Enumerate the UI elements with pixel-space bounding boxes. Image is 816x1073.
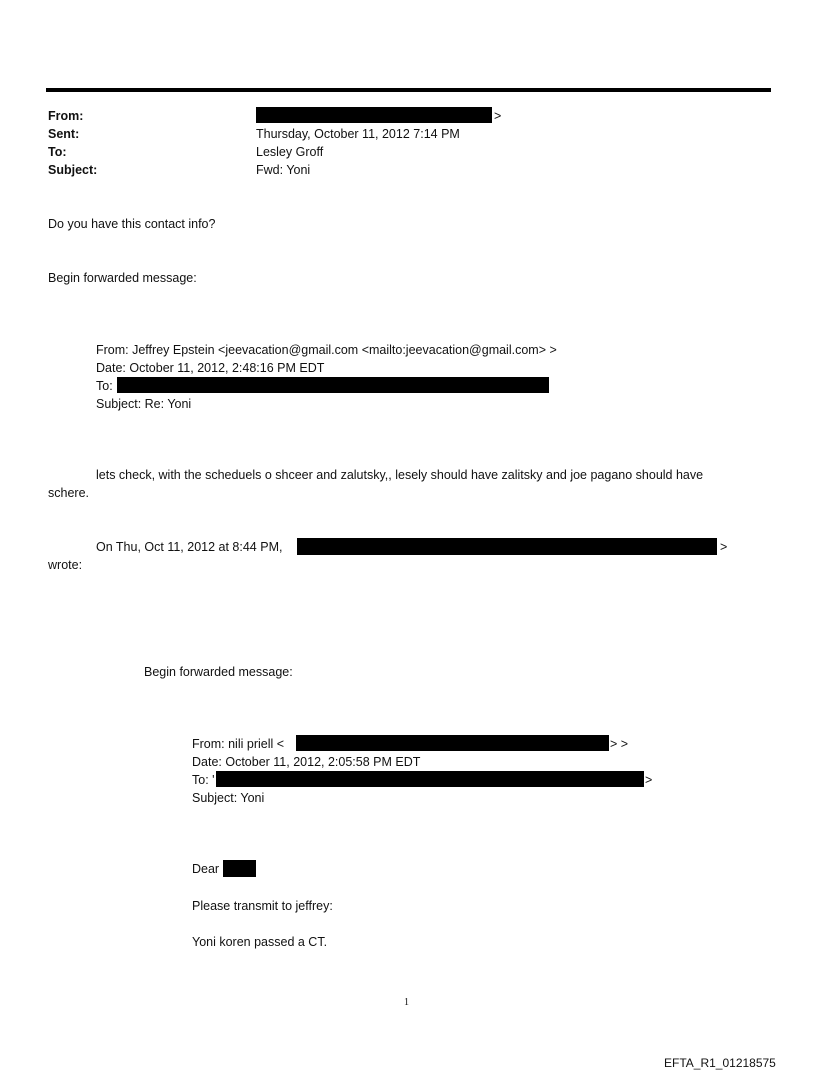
redaction-block bbox=[216, 771, 644, 787]
fwd1-message-line1: lets check, with the scheduels o shceer and zalutsky,, lesely should have zalitsky and joe pagano should have bbox=[96, 468, 704, 482]
sent-value: Thursday, October 11, 2012 7:14 PM bbox=[256, 127, 460, 141]
fwd2-transmit: Please transmit to jeffrey: bbox=[192, 899, 333, 913]
fwd2-subject: Subject: Yoni bbox=[192, 791, 265, 805]
fwd1-on-suffix: > bbox=[720, 540, 728, 554]
subject-label: Subject: bbox=[48, 163, 98, 177]
intro-text: Do you have this contact info? bbox=[48, 217, 216, 231]
redaction-block bbox=[297, 538, 717, 555]
fwd2-to-suffix: > bbox=[645, 773, 653, 787]
fwd2-from-suffix: > > bbox=[610, 737, 629, 751]
header-rule bbox=[46, 88, 771, 92]
to-value: Lesley Groff bbox=[256, 145, 324, 159]
fwd2-date: Date: October 11, 2012, 2:05:58 PM EDT bbox=[192, 755, 421, 769]
fwd2-dear: Dear bbox=[192, 862, 220, 876]
redaction-block bbox=[117, 377, 549, 393]
fwd1-on-line: On Thu, Oct 11, 2012 at 8:44 PM, bbox=[96, 540, 283, 554]
fwd1-to: To: bbox=[96, 379, 113, 393]
fwd1-message-line2: schere. bbox=[48, 486, 89, 500]
fwd2-to: To: ' bbox=[192, 773, 215, 787]
from-label: From: bbox=[48, 109, 84, 123]
redaction-block bbox=[296, 735, 609, 751]
from-suffix: > bbox=[494, 109, 502, 123]
fwd2-from: From: nili priell < bbox=[192, 737, 285, 751]
subject-value: Fwd: Yoni bbox=[256, 163, 311, 177]
to-label: To: bbox=[48, 145, 67, 159]
redaction-block bbox=[223, 860, 256, 877]
fwd1-from: From: Jeffrey Epstein <jeevacation@gmail.com <mailto:jeevacation@gmail.com> > bbox=[96, 343, 557, 357]
sent-label: Sent: bbox=[48, 127, 80, 141]
fwd2-ct: Yoni koren passed a CT. bbox=[192, 935, 328, 949]
page-number: 1 bbox=[404, 997, 409, 1008]
fwd1-date: Date: October 11, 2012, 2:48:16 PM EDT bbox=[96, 361, 325, 375]
fwd1-wrote: wrote: bbox=[48, 558, 83, 572]
document-id: EFTA_R1_01218575 bbox=[664, 1056, 776, 1070]
fwd1-subject: Subject: Re: Yoni bbox=[96, 397, 192, 411]
fwd2-begin: Begin forwarded message: bbox=[144, 665, 293, 679]
begin-forwarded-1: Begin forwarded message: bbox=[48, 271, 197, 285]
redaction-block bbox=[256, 107, 492, 123]
